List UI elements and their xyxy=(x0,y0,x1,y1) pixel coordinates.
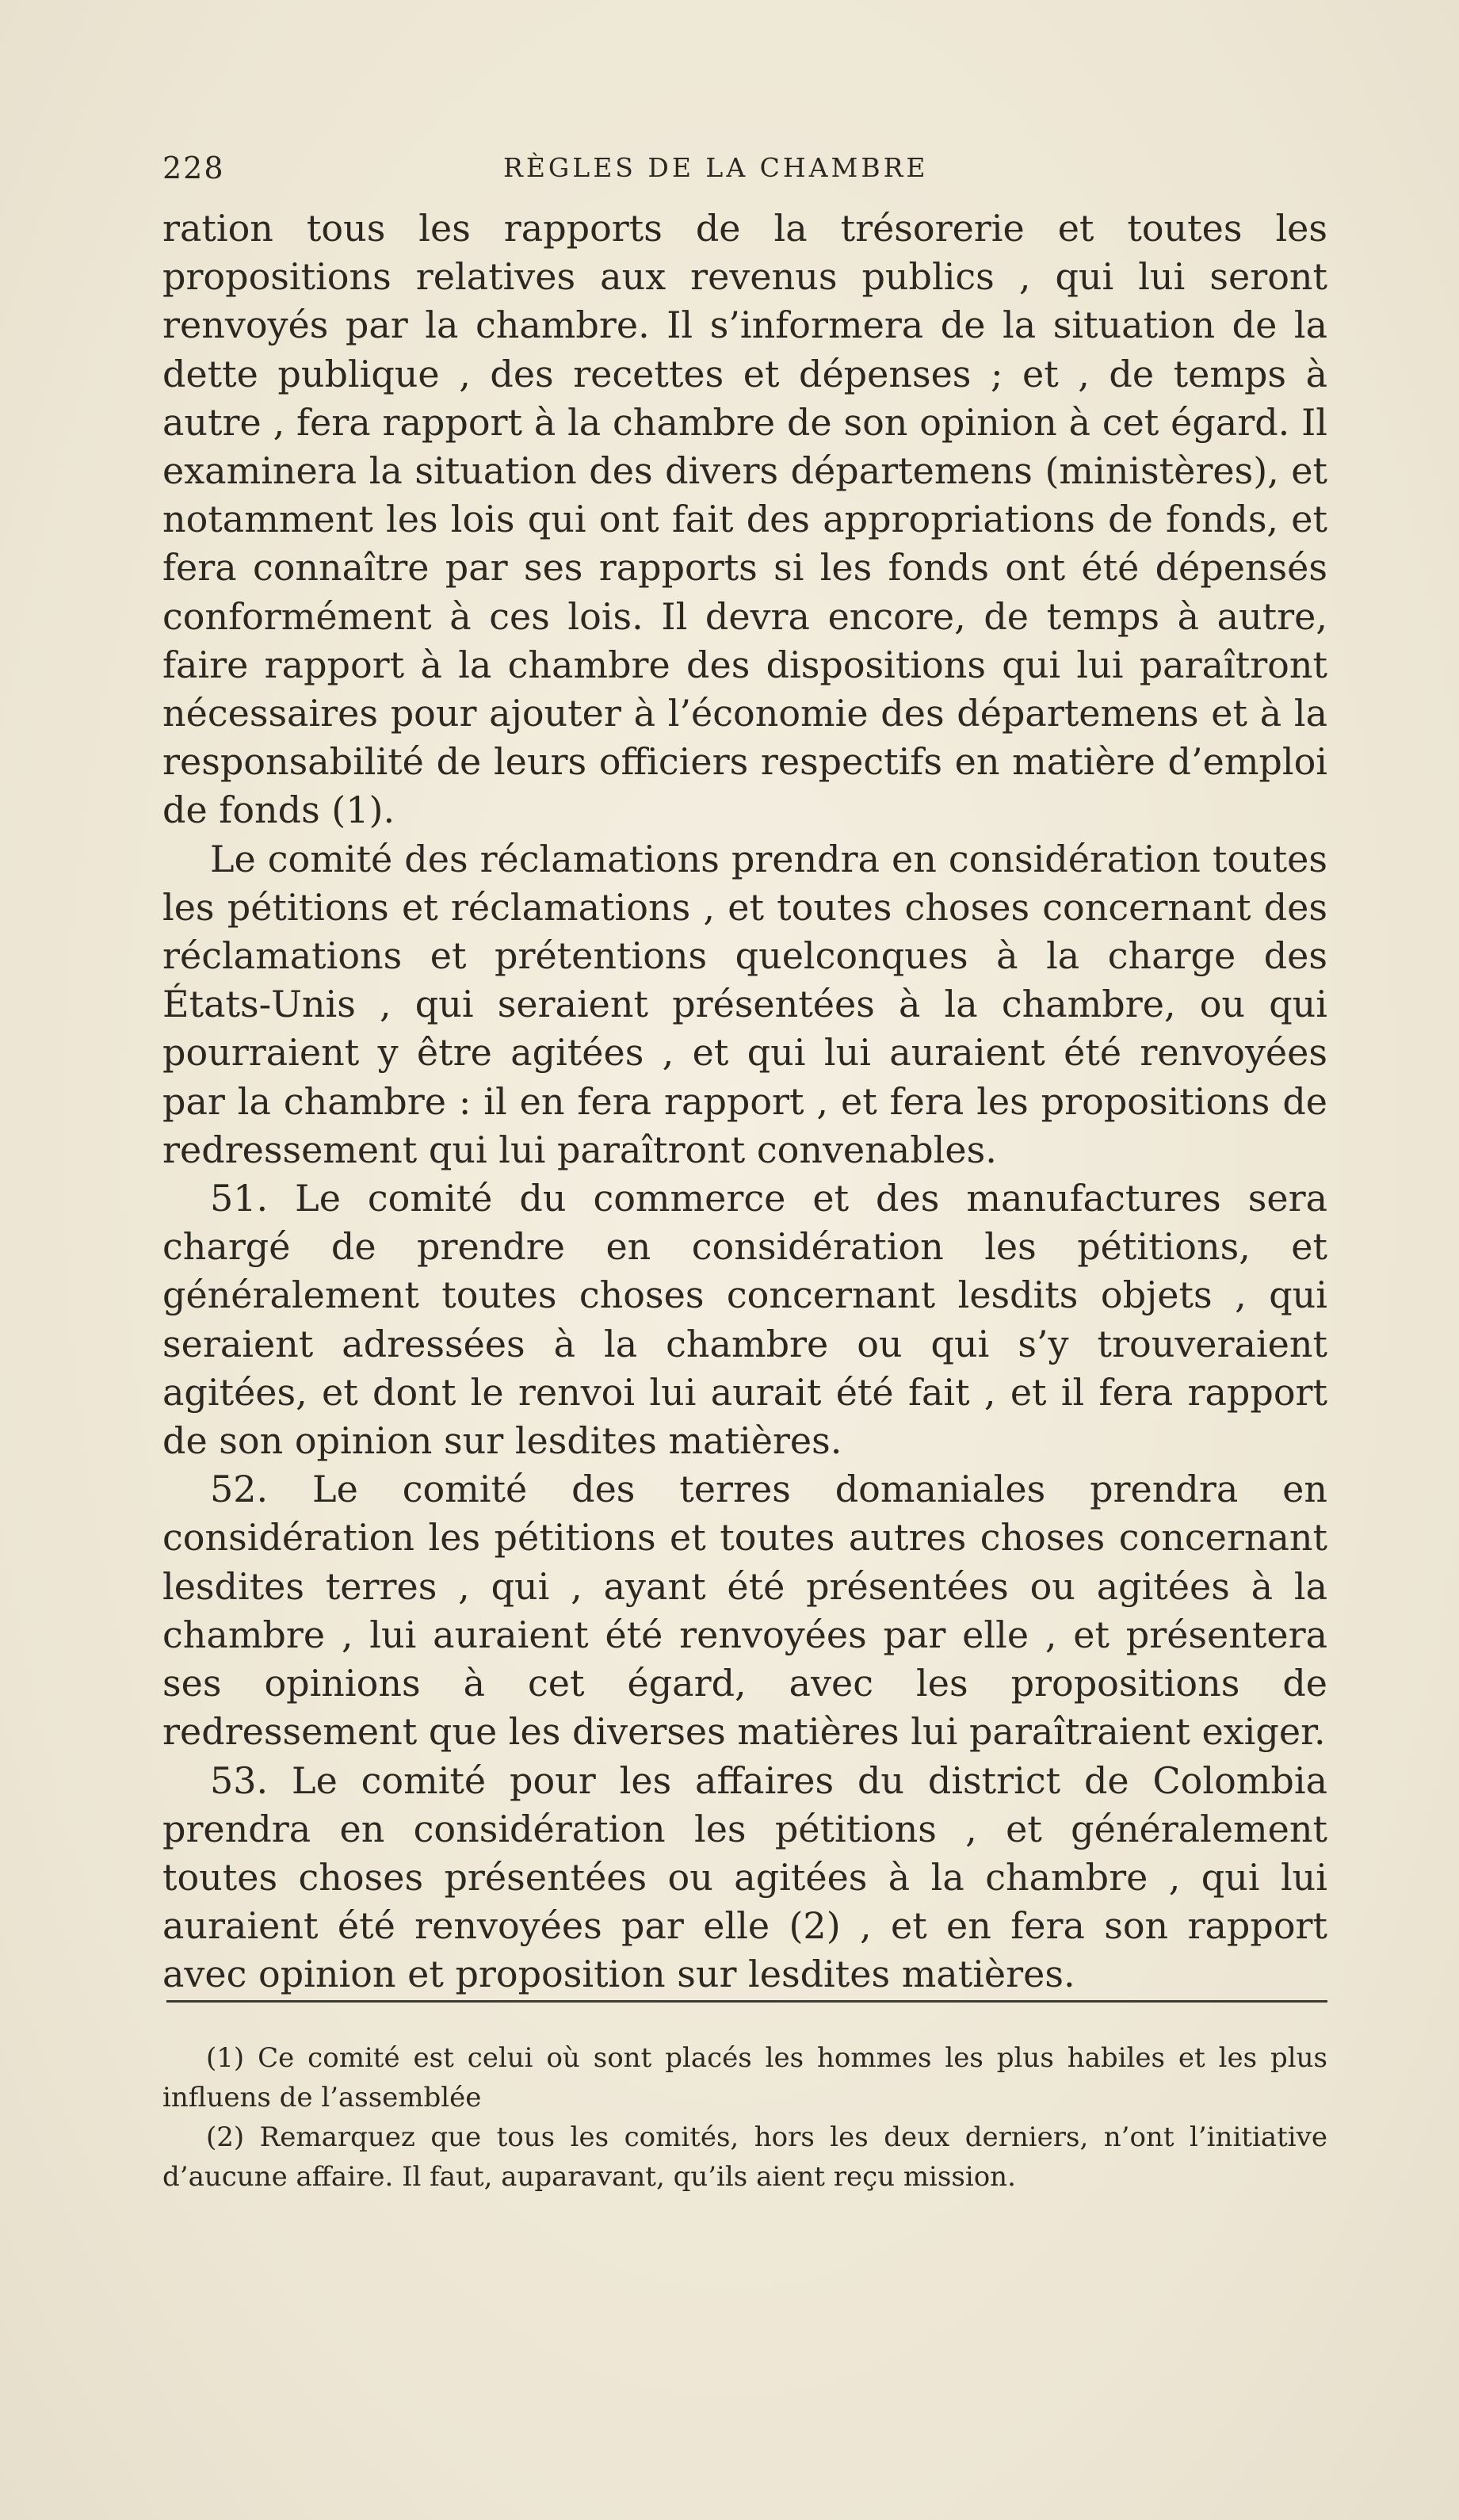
body-text xyxy=(162,204,1327,1999)
footnote-2: (2) Remarquez que tous les comités, hors les deux derniers, n’ont l’initiative d’aucune affaire. Il faut, auparavant, qu’ils aient reçu mission. xyxy=(162,2121,1327,2193)
paragraph-article-52: 52. Le comité des terres domaniales prendra en considération les pétitions et toutes autres choses concernant lesdites terres , qui , ayant été présentées ou agitées à la chambre , lui auraient été renvoyées par elle , et présentera ses opinions à cet égard, avec les propositions de redressement que les diverses matières lui paraîtraient exiger. xyxy=(162,1468,1327,1754)
paragraph-continuation: ration tous les rapports de la trésorerie et toutes les propositions relatives aux revenus publics , qui lui seront renvoyés par la chambre. Il s’informera de la situation de la dette publique , des recettes et dépenses ; et , de temps à autre , fera rapport à la chambre de son opinion à cet égard. Il examinera la situation des divers départemens (ministères), et notamment les lois qui ont fait des appropriations de fonds, et fera connaître par ses rapports si les fonds ont été dépensés conformément à ces lois. Il devra encore, de temps à autre, faire rapport à la chambre des dispositions qui lui paraîtront nécessaires pour ajouter à l’économie des départemens et à la responsabilité de leurs officiers respectifs en matière d’emploi de fonds (1). xyxy=(162,207,1327,832)
paragraph-article-51: 51. Le comité du commerce et des manufactures sera chargé de prendre en considération les pétitions, et généralement toutes choses concernant lesdits objets , qui seraient adressées à la chambre ou qui s’y trouveraient agitées, et dont le renvoi lui aurait été fait , et il fera rapport de son opinion sur lesdites matières. xyxy=(162,1177,1327,1463)
paragraph-article-53: 53. Le comité pour les affaires du district de Colombia prendra en considération les pétitions , et généralement toutes choses présentées ou agitées à la chambre , qui lui auraient été renvoyées par elle (2) , et en fera son rapport avec opinion et proposition sur lesdites matières. xyxy=(162,1758,1327,1996)
running-head: RÈGLES DE LA CHAMBRE xyxy=(503,152,929,183)
page-header xyxy=(162,151,1327,190)
page-number: 228 xyxy=(162,151,225,185)
footnote-1: (1) Ce comité est celui où sont placés les hommes les plus habiles et les plus influens de l’assemblée xyxy=(162,2042,1327,2113)
paragraph-comite-reclamations: Le comité des réclamations prendra en considération toutes les pétitions et réclamations , et toutes choses concernant des réclamations et prétentions quelconques à la charge des États-Unis , qui seraient présentées à la chambre, ou qui pourraient y être agitées , et qui lui auraient été renvoyées par la chambre : il en fera rapport , et fera les propositions de redressement qui lui paraîtront convenables. xyxy=(162,837,1327,1171)
footnote-divider xyxy=(166,2000,1327,2003)
footnotes xyxy=(162,2038,1327,2197)
